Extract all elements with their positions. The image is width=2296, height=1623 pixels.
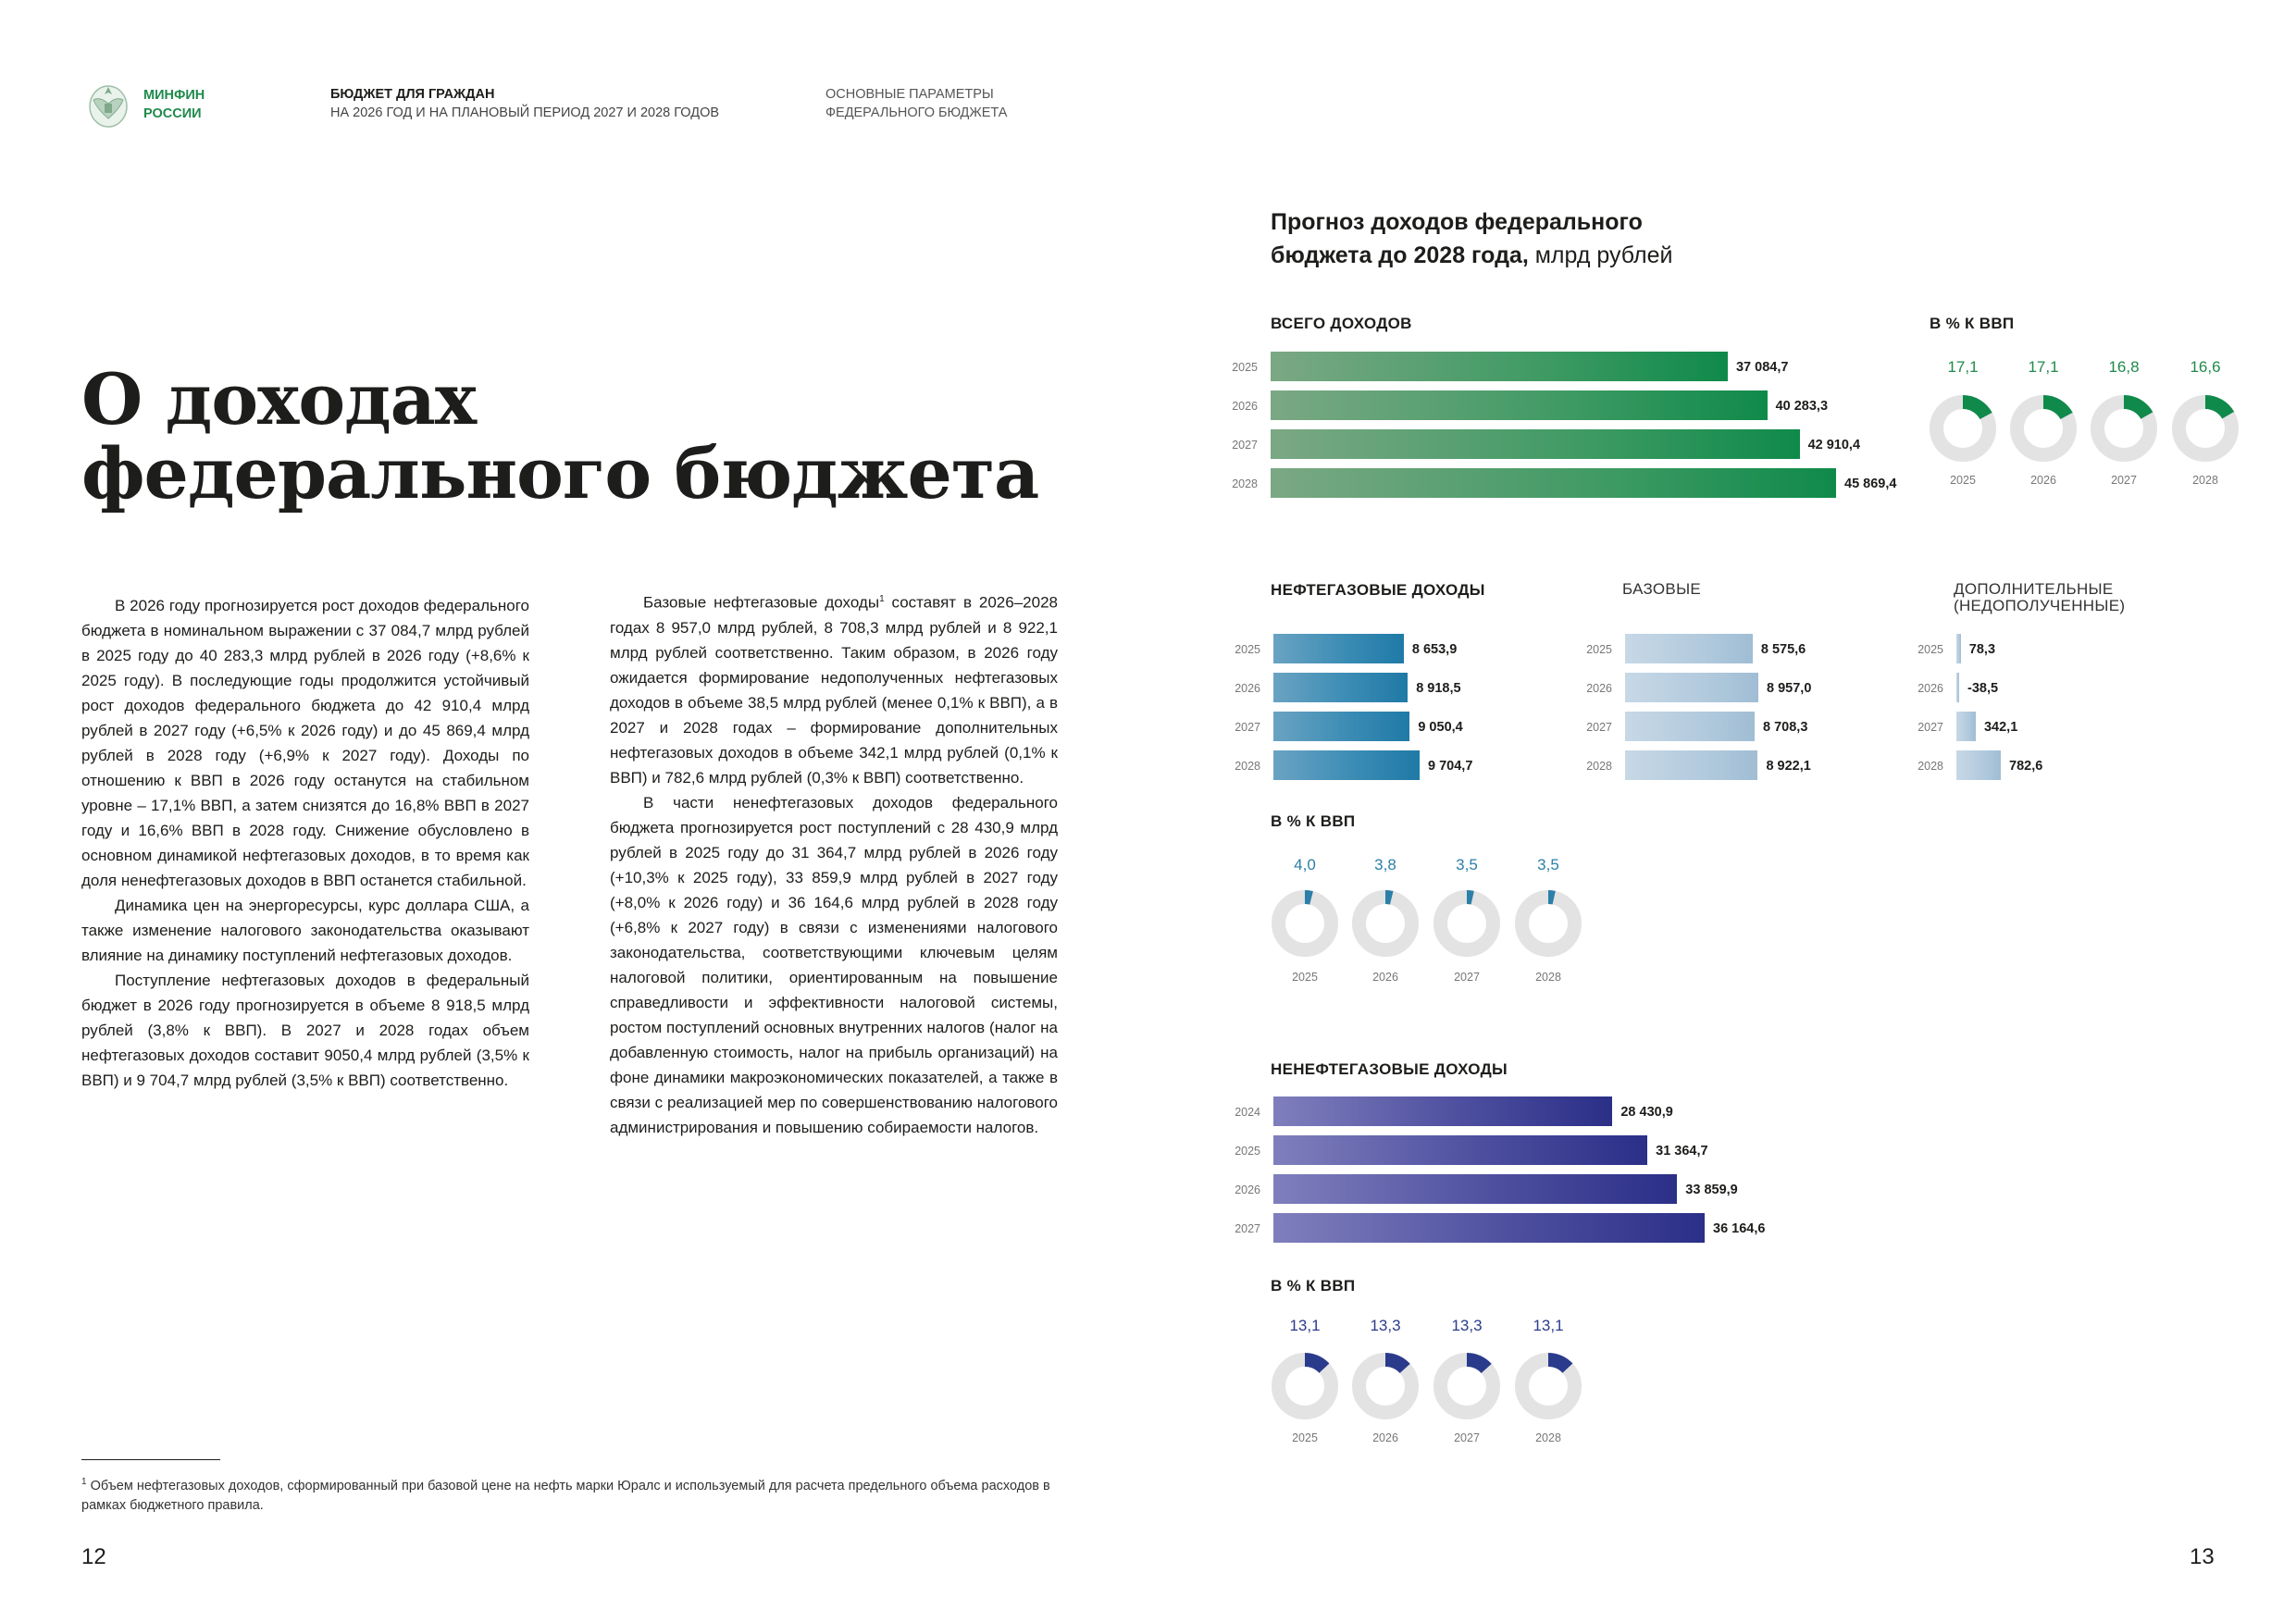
nonoil_gdp-year-2025: 2025 bbox=[1292, 1431, 1318, 1444]
chart-title-line2: бюджета до 2028 года, bbox=[1271, 242, 1529, 268]
oilgas_gdp-donut-track bbox=[1522, 898, 1575, 950]
nonoil_gdp-year-2028: 2028 bbox=[1535, 1431, 1561, 1444]
doc-subtitle: НА 2026 ГОД И НА ПЛАНОВЫЙ ПЕРИОД 2027 И 2028 ГОДОВ bbox=[330, 105, 720, 120]
label-oilgas: НЕФТЕГАЗОВЫЕ ДОХОДЫ bbox=[1271, 581, 1485, 599]
additional-year-2025: 2025 bbox=[1917, 643, 1943, 656]
nonoil_gdp-donut-2025 bbox=[1270, 1351, 1340, 1421]
section-line2: ФЕДЕРАЛЬНОГО БЮДЖЕТА bbox=[825, 105, 1008, 120]
page-number-right: 13 bbox=[2190, 1544, 2215, 1569]
left-paragraph-1: В 2026 году прогнозируется рост доходов федерального бюджета в номинальном выражении с 37 084,7 млрд рублей в 2025 году до 40 283,3 млрд рублей в 2026 году (+8,6% к 2025 году). В последующие годы продолжится устойчивый рост доходов федерального бюджета до 42 910,4 млрд рублей в 2027 году (+6,5% к 2026 году) и до 45 869,4 млрд рублей в 2028 году (+6,9% к 2027 году). Доходы по отношению к ВВП в 2026 году останутся на стабильном уровне – 17,1% ВВП, а затем снизятся до 16,8% ВВП в 2027 году и 16,6% ВВП в 2028 году. Снижение обусловлено в основном динамикой нефтегазовых доходов, в то время как доля ненефтегазовых доходов в ВВП останется стабильной. bbox=[81, 597, 529, 889]
total_gdp-value-2026: 17,1 bbox=[2028, 358, 2059, 376]
total-bar-2025 bbox=[1271, 352, 1728, 381]
oilgas_gdp-donut-2027 bbox=[1432, 888, 1502, 959]
nonoil-year-2027: 2027 bbox=[1235, 1222, 1260, 1235]
oilgas-bar-2026 bbox=[1273, 673, 1408, 702]
total-year-2026: 2026 bbox=[1232, 400, 1258, 413]
label-additional bbox=[1954, 581, 2125, 614]
nonoil_gdp-value-2025: 13,1 bbox=[1289, 1317, 1321, 1334]
nonoil_gdp-donut-2028 bbox=[1513, 1351, 1583, 1421]
total-value-2025: 37 084,7 bbox=[1735, 360, 1789, 375]
nonoil_gdp-year-2027: 2027 bbox=[1454, 1431, 1480, 1444]
additional-year-2028: 2028 bbox=[1917, 760, 1943, 773]
p1-before: Базовые нефтегазовые доходы bbox=[643, 593, 880, 612]
total_gdp-value-2025: 17,1 bbox=[1947, 358, 1979, 376]
oilgas_gdp-value-2025: 4,0 bbox=[1294, 856, 1316, 873]
label-oilgas-gdp: В % К ВВП bbox=[1271, 812, 1356, 830]
footnote-marker: 1 bbox=[81, 1477, 87, 1487]
org-line1: МИНФИН bbox=[143, 88, 205, 103]
left-text-column bbox=[81, 593, 529, 1093]
doc-title: БЮДЖЕТ ДЛЯ ГРАЖДАН bbox=[330, 87, 495, 102]
chart-title bbox=[1271, 205, 1918, 272]
oilgas_gdp-year-2028: 2028 bbox=[1535, 971, 1561, 984]
base-bar-2027 bbox=[1625, 712, 1755, 741]
middle-paragraph-1 bbox=[610, 587, 1058, 790]
oilgas_gdp-donut-2028 bbox=[1513, 888, 1583, 959]
oilgas-value-2027: 9 050,4 bbox=[1418, 720, 1463, 735]
additional-value-2028: 782,6 bbox=[2009, 759, 2043, 774]
chart-title-unit: млрд рублей bbox=[1528, 242, 1673, 268]
emblem-logo bbox=[81, 78, 135, 131]
total_gdp-donut-2027 bbox=[2089, 393, 2159, 464]
additional-year-2027: 2027 bbox=[1917, 721, 1943, 734]
base-value-2028: 8 922,1 bbox=[1766, 759, 1811, 774]
section-line1: ОСНОВНЫЕ ПАРАМЕТРЫ bbox=[825, 87, 994, 102]
nonoil-bar-2027 bbox=[1273, 1213, 1705, 1243]
nonoil_gdp-value-2028: 13,1 bbox=[1533, 1317, 1564, 1334]
chart-title-line1: Прогноз доходов федерального bbox=[1271, 209, 1643, 235]
base-value-2025: 8 575,6 bbox=[1760, 642, 1806, 657]
additional-value-2027: 342,1 bbox=[1983, 720, 2018, 735]
total_gdp-value-2028: 16,6 bbox=[2190, 358, 2221, 376]
additional-value-2026: -38,5 bbox=[1967, 681, 1999, 696]
oilgas_gdp-value-2026: 3,8 bbox=[1374, 856, 1396, 873]
total-year-2028: 2028 bbox=[1232, 477, 1258, 490]
oilgas_gdp-year-2027: 2027 bbox=[1454, 971, 1480, 984]
nonoil-bar-2025 bbox=[1273, 1135, 1647, 1165]
oilgas_gdp-donut-2025 bbox=[1270, 888, 1340, 959]
oilgas_gdp-donut-track bbox=[1279, 898, 1332, 950]
left-paragraph-2: Динамика цен на энергоресурсы, курс доллара США, а также изменение налогового законодательства оказывают влияние на динамику поступлений нефтегазовых доходов. bbox=[81, 897, 529, 964]
nonoil-value-2025: 31 364,7 bbox=[1656, 1144, 1708, 1158]
oilgas-bar-2028 bbox=[1273, 750, 1420, 780]
middle-paragraph-2: В части ненефтегазовых доходов федерального бюджета прогнозируется рост поступлений с 28 430,9 млрд рублей в 2025 году до 31 364,7 млрд рублей в 2026 году (+10,3% к 2025 году), 33 859,9 млрд рублей в 2027 году (+8,0% к 2026 году) и 36 164,6 млрд рублей в 2028 году (+6,8% к 2027 году) в связи с изменениями налогового законодательства, соответствующими ключевым целям налоговой политики, ориентированным на повышение справедливости и эффективности налоговой системы, ростом поступлений основных внутренних налогов (налог на добавленную стоимость, налог на прибыль организаций) на фоне динамики макроэкономических показателей, а также в связи с реализацией мер по совершенствованию налогового администрирования и повышению собираемости налогов. bbox=[610, 793, 1058, 1136]
total-value-2026: 40 283,3 bbox=[1775, 399, 1829, 414]
base-year-2026: 2026 bbox=[1586, 682, 1612, 695]
total-bar-2027 bbox=[1271, 429, 1800, 459]
oilgas-year-2025: 2025 bbox=[1235, 643, 1260, 656]
base-bar-2025 bbox=[1625, 634, 1753, 663]
org-line2: РОССИИ bbox=[143, 106, 202, 121]
base-value-2026: 8 957,0 bbox=[1767, 681, 1812, 696]
page-title bbox=[81, 358, 1099, 514]
total-year-2027: 2027 bbox=[1232, 439, 1258, 452]
total_gdp-year-2025: 2025 bbox=[1950, 474, 1976, 487]
label-nonoil: НЕНЕФТЕГАЗОВЫЕ ДОХОДЫ bbox=[1271, 1060, 1508, 1078]
oilgas-value-2028: 9 704,7 bbox=[1428, 759, 1473, 774]
label-base: БАЗОВЫЕ bbox=[1622, 580, 1702, 598]
oilgas_gdp-year-2026: 2026 bbox=[1372, 971, 1398, 984]
nonoil-value-2024: 28 430,9 bbox=[1620, 1105, 1673, 1120]
footnote-text: Объем нефтегазовых доходов, сформированный при базовой цене на нефть марки Юралс и используемый для расчета предельного объема расходов в рамках бюджетного правила. bbox=[81, 1478, 1050, 1513]
total_gdp-donut-2028 bbox=[2170, 393, 2240, 464]
nonoil-year-2024: 2024 bbox=[1235, 1106, 1260, 1119]
label-total-gdp: В % К ВВП bbox=[1930, 315, 2015, 332]
oilgas_gdp-donut-2026 bbox=[1350, 888, 1421, 959]
label-additional-line1: ДОПОЛНИТЕЛЬНЫЕ bbox=[1954, 580, 2114, 598]
nonoil-bar-2026 bbox=[1273, 1174, 1677, 1204]
additional-bar-2026 bbox=[1956, 673, 1959, 702]
total_gdp-donut-2025 bbox=[1928, 393, 1998, 464]
base-year-2028: 2028 bbox=[1586, 760, 1612, 773]
oilgas-year-2027: 2027 bbox=[1235, 721, 1260, 734]
oilgas_gdp-value-2027: 3,5 bbox=[1456, 856, 1478, 873]
left-paragraph-3: Поступление нефтегазовых доходов в федеральный бюджет в 2026 году прогнозируется в объеме 8 918,5 млрд рублей (3,8% к ВВП). В 2027 и 2028 годах объем нефтегазовых доходов составит 9050,4 млрд рублей (3,5% к ВВП) и 9 704,7 млрд рублей (3,5% к ВВП) соответственно. bbox=[81, 972, 529, 1089]
nonoil_gdp-donut-2026 bbox=[1350, 1351, 1421, 1421]
nonoil-value-2027: 36 164,6 bbox=[1713, 1221, 1766, 1236]
oilgas-year-2028: 2028 bbox=[1235, 760, 1260, 773]
base-bar-2026 bbox=[1625, 673, 1758, 702]
oilgas_gdp-donut-track bbox=[1441, 898, 1494, 950]
oilgas-bar-2025 bbox=[1273, 634, 1404, 663]
doc-header bbox=[330, 85, 719, 122]
total_gdp-year-2027: 2027 bbox=[2111, 474, 2137, 487]
nonoil-year-2026: 2026 bbox=[1235, 1183, 1260, 1196]
additional-year-2026: 2026 bbox=[1917, 682, 1943, 695]
total-bar-2028 bbox=[1271, 468, 1836, 498]
label-nonoil-gdp: В % К ВВП bbox=[1271, 1277, 1356, 1295]
base-bar-2028 bbox=[1625, 750, 1757, 780]
oilgas_gdp-value-2028: 3,5 bbox=[1537, 856, 1559, 873]
title-line2: федерального бюджета bbox=[81, 432, 1039, 514]
total-year-2025: 2025 bbox=[1232, 361, 1258, 374]
oilgas-bar-2027 bbox=[1273, 712, 1409, 741]
org-name bbox=[143, 86, 273, 123]
oilgas-year-2026: 2026 bbox=[1235, 682, 1260, 695]
section-header bbox=[825, 85, 1007, 122]
nonoil_gdp-value-2027: 13,3 bbox=[1451, 1317, 1483, 1334]
middle-text-column bbox=[610, 587, 1058, 1140]
nonoil_gdp-donut-2027 bbox=[1432, 1351, 1502, 1421]
oilgas-value-2026: 8 918,5 bbox=[1416, 681, 1461, 696]
total_gdp-year-2028: 2028 bbox=[2192, 474, 2218, 487]
oilgas_gdp-year-2025: 2025 bbox=[1292, 971, 1318, 984]
base-year-2027: 2027 bbox=[1586, 721, 1612, 734]
total_gdp-donut-2026 bbox=[2008, 393, 2079, 464]
footnote-divider bbox=[81, 1459, 220, 1460]
total-bar-2026 bbox=[1271, 390, 1768, 420]
page-number-left: 12 bbox=[81, 1544, 106, 1569]
additional-bar-2025 bbox=[1956, 634, 1961, 663]
additional-value-2025: 78,3 bbox=[1968, 642, 1996, 657]
nonoil-bar-2024 bbox=[1273, 1096, 1612, 1126]
total-value-2027: 42 910,4 bbox=[1807, 438, 1861, 452]
label-total: ВСЕГО ДОХОДОВ bbox=[1271, 315, 1412, 332]
nonoil-year-2025: 2025 bbox=[1235, 1145, 1260, 1158]
footnote bbox=[81, 1472, 1062, 1516]
nonoil_gdp-value-2026: 13,3 bbox=[1370, 1317, 1401, 1334]
additional-bar-2028 bbox=[1956, 750, 2001, 780]
additional-bar-2027 bbox=[1956, 712, 1976, 741]
nonoil-value-2026: 33 859,9 bbox=[1685, 1183, 1738, 1197]
label-additional-line2: (НЕДОПОЛУЧЕННЫЕ) bbox=[1954, 597, 2126, 614]
footnote-ref: 1 bbox=[879, 594, 885, 604]
total_gdp-value-2027: 16,8 bbox=[2108, 358, 2140, 376]
title-line1: О доходах bbox=[81, 358, 477, 440]
total_gdp-year-2026: 2026 bbox=[2030, 474, 2056, 487]
p1-after: составят в 2026–2028 годах 8 957,0 млрд рублей, 8 708,3 млрд рублей и 8 922,1 млрд рублей соответственно. Таким образом, в 2026 году ожидается формирование недополученных нефтегазовых доходов в объеме 38,5 млрд рублей (менее 0,1% к ВВП), а в 2027 и 2028 годах – формирование дополнительных нефтегазовых доходов в объеме 342,1 млрд рублей (0,1% к ВВП) и 782,6 млрд рублей (0,3% к ВВП) соответственно. bbox=[610, 593, 1058, 787]
oilgas_gdp-donut-track bbox=[1359, 898, 1412, 950]
oilgas-value-2025: 8 653,9 bbox=[1411, 642, 1458, 657]
total-value-2028: 45 869,4 bbox=[1844, 477, 1897, 491]
base-value-2027: 8 708,3 bbox=[1763, 720, 1808, 735]
base-year-2025: 2025 bbox=[1586, 643, 1612, 656]
nonoil_gdp-year-2026: 2026 bbox=[1372, 1431, 1398, 1444]
